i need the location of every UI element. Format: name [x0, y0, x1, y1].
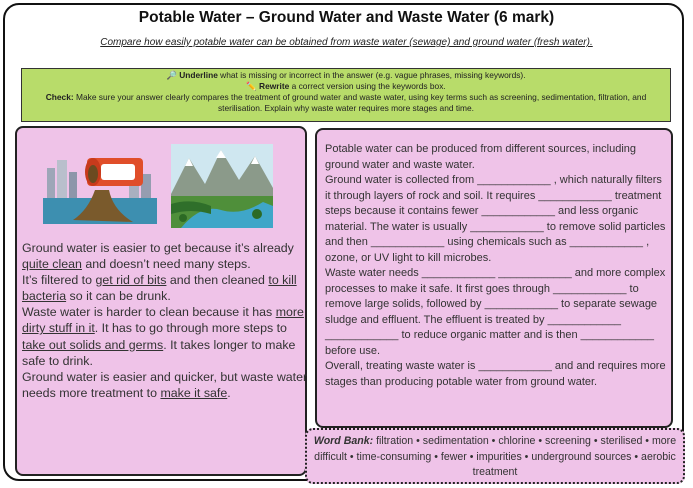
underlined-phrase: take out solids and germs — [22, 337, 164, 352]
student-answer-text — [22, 240, 312, 401]
cloze-paragraph: Overall, treating waste water is ____________ and and requires more stages than producing potable water from ground water. — [325, 360, 666, 388]
underlined-phrase: quite clean — [22, 257, 82, 272]
cloze-paragraph: Waste water needs ____________ ____________ and more complex processes to make it safe. It first goes through ____________ to remove large solids, followed by ____________ to separate sewage sludge and effluent. The effluent is treated by ____________ ____________ to reduce organic matter and is then ____________ before use. — [325, 267, 666, 357]
answer-text: . It has to go through more steps to — [94, 321, 287, 336]
rewrite-text: a correct version using the keywords box. — [289, 81, 446, 91]
answer-text: . — [227, 385, 231, 400]
question-text: Compare how easily potable water can be obtained from waste water (sewage) and ground water (fresh water). — [100, 37, 593, 48]
underline-text: what is missing or incorrect in the answer (e.g. vague phrases, missing keywords). — [217, 70, 526, 80]
instructions-box — [21, 68, 671, 122]
pencil-icon: ✏️ — [246, 81, 257, 91]
student-answer-panel — [15, 126, 307, 476]
cloze-text — [325, 142, 670, 390]
rewrite-label: Rewrite — [259, 81, 290, 91]
cloze-paragraph: Ground water is collected from ____________ , which naturally filters it through layers of rock and soil. It requires ____________ treatment steps because it contains fewer ____________ and less organic material. The water is usually ____________ to remove solid particles and then ____________ using chemicals such as ____________ , ozone, or UV light to kill microbes. — [325, 174, 666, 264]
cloze-panel — [315, 128, 673, 428]
word-bank — [305, 428, 685, 484]
instruction-check — [28, 92, 664, 114]
underline-label: Underline — [179, 70, 218, 80]
answer-text: and doesn’t need many steps. — [81, 257, 251, 272]
check-text: Make sure your answer clearly compares the treatment of ground water and waste water, using key terms such as screening, sedimentation, filtration, and sterilisation. Explain why waste water requires more stages and time. — [73, 92, 647, 113]
word-bank-words: filtration • sedimentation • chlorine • screening • sterilised • more difficult • time-consuming • fewer • impurities • underground sources • aerobic treatment — [314, 435, 677, 478]
answer-text: Ground water is easier to get because it’s already — [22, 241, 294, 255]
underlined-phrase: make it safe — [160, 385, 228, 400]
magnifier-icon: 🔎 — [166, 70, 177, 80]
underlined-phrase: more dirty stuff in it — [22, 305, 304, 336]
underlined-phrase: to kill bacteria — [22, 273, 297, 304]
instruction-rewrite — [28, 81, 664, 92]
mountain-lake-illustration — [171, 144, 273, 228]
cloze-paragraph: Potable water can be produced from different sources, including ground water and waste water. — [325, 143, 637, 171]
word-bank-label: Word Bank: — [313, 435, 374, 447]
answer-text: and then cleaned — [166, 273, 269, 288]
answer-text: It’s filtered to — [22, 273, 96, 288]
answer-text: Ground water is easier and quicker, but waste water needs more treatment to — [22, 369, 308, 400]
answer-text: Waste water is harder to clean because it has — [22, 305, 276, 320]
answer-text: so it can be drunk. — [66, 289, 171, 304]
answer-text: . It takes longer to make safe to drink. — [22, 337, 296, 368]
sewage-pipe-illustration — [43, 150, 157, 224]
instruction-underline — [28, 70, 664, 81]
check-label: Check: — [45, 92, 74, 102]
underlined-phrase: get rid of bits — [95, 273, 167, 288]
page-title: Potable Water – Ground Water and Waste Water (6 mark) — [138, 9, 555, 26]
